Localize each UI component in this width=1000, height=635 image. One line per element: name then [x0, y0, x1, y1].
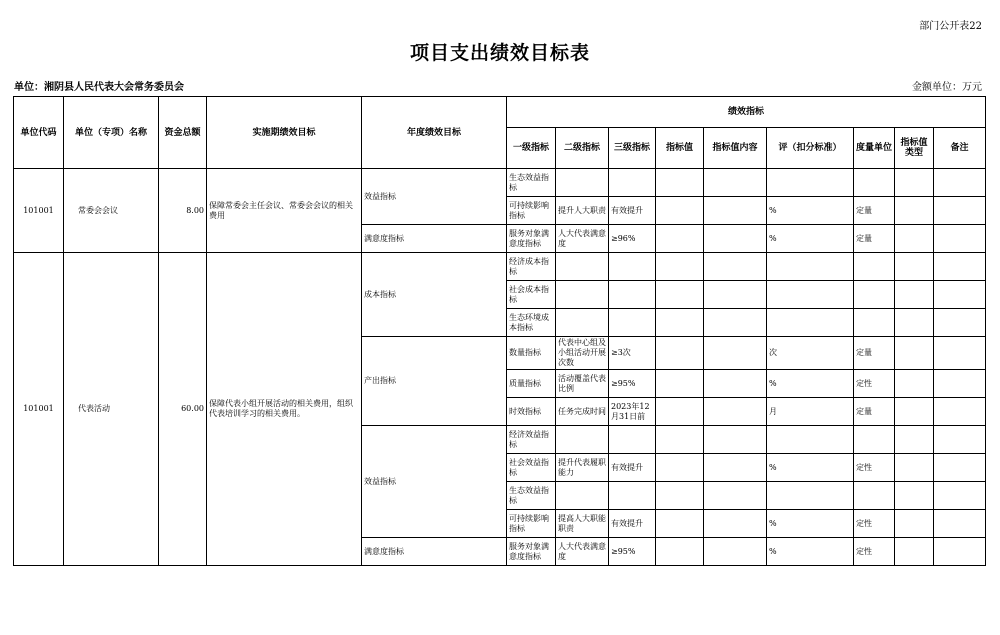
header-type: 指标值类型: [895, 128, 934, 169]
score-cell: [767, 169, 854, 197]
money-unit-label: 金额单位：万元: [912, 82, 982, 93]
header-value: 指标值: [656, 128, 704, 169]
value-content-cell: [704, 426, 767, 454]
level2-cell: [556, 482, 609, 510]
level2-cell: [556, 281, 609, 309]
level1-cell: 经济效益指标: [507, 426, 556, 454]
type-cell: [895, 197, 934, 225]
value-cell: [656, 337, 704, 370]
level1-cell: 生态效益指标: [507, 169, 556, 197]
type-cell: [895, 253, 934, 281]
level3-cell: [609, 309, 656, 337]
type-cell: [895, 337, 934, 370]
header-period-goal: 实施期绩效目标: [207, 97, 362, 169]
year-goal-cell: 满意度指标: [362, 538, 507, 566]
level2-cell: 代表中心组及小组活动开展次数: [556, 337, 609, 370]
header-level3: 三级指标: [609, 128, 656, 169]
unit-code-cell: 101001: [14, 169, 64, 253]
level3-cell: [609, 281, 656, 309]
score-cell: 次: [767, 337, 854, 370]
note-cell: [934, 253, 986, 281]
measure-cell: [854, 482, 895, 510]
level1-cell: 可持续影响指标: [507, 197, 556, 225]
header-name: 单位（专项）名称: [64, 97, 159, 169]
score-cell: [767, 482, 854, 510]
level3-cell: 有效提升: [609, 454, 656, 482]
type-cell: [895, 309, 934, 337]
note-cell: [934, 426, 986, 454]
year-goal-cell: 效益指标: [362, 169, 507, 225]
header-measure: 度量单位: [854, 128, 895, 169]
period-goal-cell: 保障常委会主任会议、常委会会议的相关费用: [207, 169, 362, 253]
type-cell: [895, 281, 934, 309]
type-cell: [895, 426, 934, 454]
note-cell: [934, 225, 986, 253]
measure-cell: 定量: [854, 337, 895, 370]
header-score: 评（扣分标准）: [767, 128, 854, 169]
type-cell: [895, 225, 934, 253]
measure-cell: [854, 281, 895, 309]
period-goal-cell: 保障代表小组开展活动的相关费用，组织代表培训学习的相关费用。: [207, 253, 362, 566]
value-content-cell: [704, 482, 767, 510]
header-level1: 一级指标: [507, 128, 556, 169]
value-content-cell: [704, 398, 767, 426]
level1-cell: 可持续影响指标: [507, 510, 556, 538]
type-cell: [895, 454, 934, 482]
year-goal-cell: 效益指标: [362, 426, 507, 538]
value-content-cell: [704, 169, 767, 197]
level1-cell: 经济成本指标: [507, 253, 556, 281]
note-cell: [934, 337, 986, 370]
level3-cell: [609, 253, 656, 281]
form-number: 部门公开表22: [919, 21, 982, 32]
level2-cell: [556, 253, 609, 281]
score-cell: [767, 253, 854, 281]
value-cell: [656, 169, 704, 197]
level2-cell: [556, 309, 609, 337]
level3-cell: 有效提升: [609, 197, 656, 225]
score-cell: %: [767, 454, 854, 482]
measure-cell: 定量: [854, 197, 895, 225]
note-cell: [934, 482, 986, 510]
type-cell: [895, 510, 934, 538]
level3-cell: [609, 482, 656, 510]
level2-cell: 人大代表满意度: [556, 225, 609, 253]
value-cell: [656, 309, 704, 337]
header-note: 备注: [934, 128, 986, 169]
value-cell: [656, 281, 704, 309]
level1-cell: 社会成本指标: [507, 281, 556, 309]
level3-cell: ≥3次: [609, 337, 656, 370]
measure-cell: 定性: [854, 538, 895, 566]
measure-cell: [854, 426, 895, 454]
level1-cell: 数量指标: [507, 337, 556, 370]
note-cell: [934, 309, 986, 337]
page-title: 项目支出绩效目标表: [409, 42, 590, 64]
value-content-cell: [704, 337, 767, 370]
note-cell: [934, 538, 986, 566]
value-cell: [656, 398, 704, 426]
score-cell: [767, 426, 854, 454]
measure-cell: [854, 253, 895, 281]
level3-cell: 2023年12月31日前: [609, 398, 656, 426]
note-cell: [934, 454, 986, 482]
value-content-cell: [704, 538, 767, 566]
table-row: [14, 253, 986, 281]
level1-cell: 社会效益指标: [507, 454, 556, 482]
header-amount: 资金总额: [159, 97, 207, 169]
level3-cell: ≥95%: [609, 538, 656, 566]
note-cell: [934, 510, 986, 538]
level1-cell: 生态效益指标: [507, 482, 556, 510]
score-cell: %: [767, 370, 854, 398]
value-cell: [656, 510, 704, 538]
year-goal-cell: 成本指标: [362, 253, 507, 337]
level1-cell: 生态环境成本指标: [507, 309, 556, 337]
level1-cell: 时效指标: [507, 398, 556, 426]
value-cell: [656, 482, 704, 510]
note-cell: [934, 398, 986, 426]
value-content-cell: [704, 370, 767, 398]
note-cell: [934, 169, 986, 197]
amount-cell: 8.00: [159, 169, 207, 253]
header-year-goal: 年度绩效目标: [362, 97, 507, 169]
value-cell: [656, 454, 704, 482]
score-cell: %: [767, 510, 854, 538]
unit-code-cell: 101001: [14, 253, 64, 566]
type-cell: [895, 370, 934, 398]
level2-cell: 提高人大职能职责: [556, 510, 609, 538]
year-goal-cell: 产出指标: [362, 337, 507, 426]
measure-cell: [854, 169, 895, 197]
value-cell: [656, 538, 704, 566]
header-indicators: 绩效指标: [507, 97, 986, 128]
level2-cell: 人大代表满意度: [556, 538, 609, 566]
value-cell: [656, 370, 704, 398]
measure-cell: [854, 309, 895, 337]
value-content-cell: [704, 197, 767, 225]
project-name-cell: 常委会会议: [64, 169, 159, 253]
level2-cell: [556, 426, 609, 454]
unit-label: 单位：湘阴县人民代表大会常务委员会: [14, 82, 184, 93]
level1-cell: 服务对象满意度指标: [507, 225, 556, 253]
level3-cell: ≥96%: [609, 225, 656, 253]
measure-cell: 定性: [854, 370, 895, 398]
value-content-cell: [704, 309, 767, 337]
level2-cell: 任务完成时间: [556, 398, 609, 426]
level1-cell: 质量指标: [507, 370, 556, 398]
level2-cell: 活动覆盖代表比例: [556, 370, 609, 398]
level3-cell: ≥95%: [609, 370, 656, 398]
score-cell: %: [767, 197, 854, 225]
score-cell: %: [767, 538, 854, 566]
value-content-cell: [704, 253, 767, 281]
measure-cell: 定量: [854, 225, 895, 253]
amount-cell: 60.00: [159, 253, 207, 566]
value-content-cell: [704, 454, 767, 482]
level3-cell: [609, 169, 656, 197]
measure-cell: 定量: [854, 398, 895, 426]
level3-cell: [609, 426, 656, 454]
score-cell: %: [767, 225, 854, 253]
level2-cell: [556, 169, 609, 197]
type-cell: [895, 169, 934, 197]
header-code: 单位代码: [14, 97, 64, 169]
type-cell: [895, 482, 934, 510]
value-content-cell: [704, 281, 767, 309]
project-name-cell: 代表活动: [64, 253, 159, 566]
note-cell: [934, 370, 986, 398]
note-cell: [934, 281, 986, 309]
score-cell: [767, 281, 854, 309]
table-row: [14, 169, 986, 197]
value-cell: [656, 426, 704, 454]
value-content-cell: [704, 510, 767, 538]
value-content-cell: [704, 225, 767, 253]
value-cell: [656, 197, 704, 225]
level2-cell: 提升代表履职能力: [556, 454, 609, 482]
score-cell: [767, 309, 854, 337]
type-cell: [895, 398, 934, 426]
type-cell: [895, 538, 934, 566]
header-content: 指标值内容: [704, 128, 767, 169]
year-goal-cell: 满意度指标: [362, 225, 507, 253]
measure-cell: 定性: [854, 510, 895, 538]
note-cell: [934, 197, 986, 225]
measure-cell: 定性: [854, 454, 895, 482]
value-cell: [656, 253, 704, 281]
performance-table: [13, 96, 986, 566]
level3-cell: 有效提升: [609, 510, 656, 538]
score-cell: 月: [767, 398, 854, 426]
level1-cell: 服务对象满意度指标: [507, 538, 556, 566]
value-cell: [656, 225, 704, 253]
header-level2: 二级指标: [556, 128, 609, 169]
level2-cell: 提升人大职责: [556, 197, 609, 225]
